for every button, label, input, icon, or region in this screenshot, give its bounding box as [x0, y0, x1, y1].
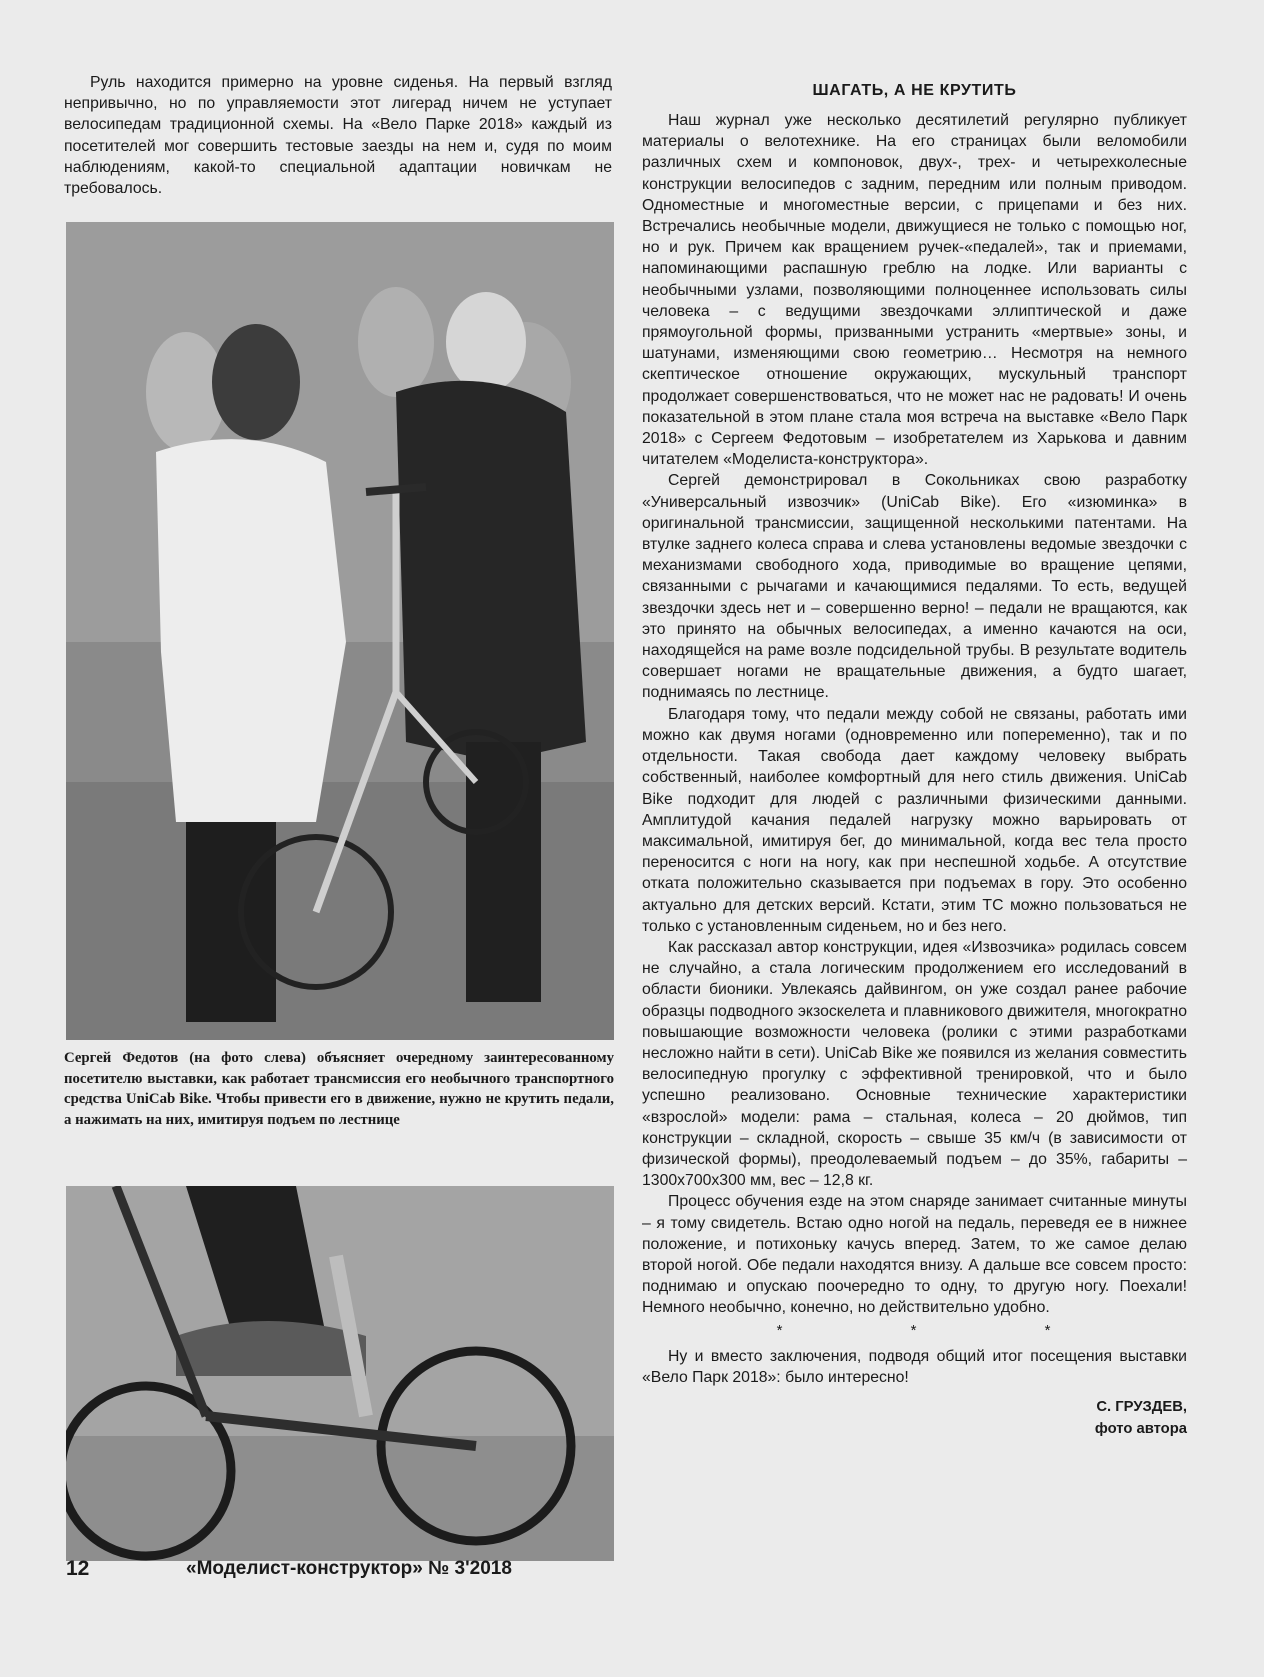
page-number: 12 — [66, 1557, 90, 1580]
conclusion-paragraph: Ну и вместо заключения, подводя общий итог посещения выставки «Вело Парк 2018»: было интересно! — [642, 1347, 1187, 1386]
author-name: С. ГРУЗДЕВ, — [1096, 1398, 1187, 1415]
photo-two-men-with-bike-image — [66, 222, 614, 1040]
article-column — [642, 110, 1187, 1440]
section-separator: * * * — [776, 1321, 1113, 1339]
article-paragraph: Наш журнал уже несколько десятилетий регулярно публикует материалы о велотехнике. На его страницах были веломобили различных схем и компоновок, двух-, трех- и четырехколесные конструкции велосипедов с задним, передним или полным приводом. Одноместные и многоместные версии, с прицепами и без них. Встречались необычные модели, движущиеся не только с помощью ног, но и рук. Причем как вращением ручек-«педалей», так и приемами, напоминающими распашную греблю на лодке. Или варианты с необычными узлами, позволяющими полноценнее использовать силы человека – с ведущими звездочками эллиптической и даже прямоугольной формы, призванными устранить «мертвые» зоны, и шатунами, изменяющими свою геометрию… Несмотря на немного скептическое отношение окружающих, мускульный транспорт продолжает совершенствоваться, что не может нас не радовать! И очень показательной в этом плане стала моя встреча на выставке «Вело Парк 2018» с Сергеем Федотовым – изобретателем из Харькова и давним читателем «Моделиста-конструктора». — [642, 112, 1187, 469]
photo-credit: фото автора — [1094, 1420, 1187, 1437]
photo-caption: Сергей Федотов (на фото слева) объясняет очередному заинтересованному посетителю выставки, как работает трансмиссия его необычного транспортного средства UniCab Bike. Чтобы привести его в движение, нужно не крутить педали, а нажимать на них, имитируя подъем по лестнице — [64, 1050, 614, 1128]
running-footer: «Моделист-конструктор» № 3'2018 — [186, 1558, 512, 1579]
article-paragraph: Как рассказал автор конструкции, идея «Извозчика» родилась совсем не случайно, а стала логическим продолжением его исследований в области бионики. Увлекаясь дайвингом, он уже создал ранее рабочие образцы подводного экзоскелета и плавникового движителя, многократно повышающие возможности человека (ролики с этими разработками несложно найти в сети). UniCab Bike же появился из желания совместить велосипедную прогулку с эффективной тренировкой, что и было успешно реализовано. Основные технические характеристики «взрослой» модели: рама – стальная, колеса – 20 дюймов, тип конструкции – складной, скорость – свыше 35 км/ч (в зависимости от физической формы), преодолеваемый подъем – до 35%, габариты – 1300х700х300 мм, вес – 12,8 кг. — [642, 938, 1187, 1190]
author-signature — [642, 1396, 1187, 1440]
photo-two-men-with-bike — [66, 222, 614, 1040]
intro-paragraph: Руль находится примерно на уровне сиденья. На первый взгляд непривычно, но по управляемости этот лигерад ничем не уступает велосипедам традиционной схемы. На «Вело Парке 2018» каждый из посетителей мог совершить тестовые заезды на нем и, судя по моим наблюдениям, какой-то специальной адаптации новичкам не требовалось. — [64, 74, 612, 198]
photo-pedal-closeup-image — [66, 1186, 614, 1561]
article-paragraph: Процесс обучения езде на этом снаряде занимает считанные минуты – я тому свидетель. Встаю одно ногой на педаль, переведя ее в нижнее положение, и потихоньку качусь вперед. Затем, то же самое делаю второй ногой. Обе педали находятся внизу. А дальше все совсем просто: поднимаю и опускаю поочередно то одну, то другую ногу. Поехали! Немного необычно, конечно, но действительно удобно. — [642, 1193, 1187, 1317]
article-paragraph: Благодаря тому, что педали между собой не связаны, работать ими можно как двумя ногами (одновременно или попеременно), так и по отдельности. Такая свобода дает каждому человеку выбрать собственный, наиболее комфортный для него стиль движения. UniCab Bike подходит для людей с различными физическими данными. Амплитудой качания педалей нагрузку можно варьировать от максимальной, имитируя бег, до минимальной, когда вес тела просто переносится с ноги на ногу, как при неспешной ходьбе. А отсутствие отката положительно сказывается при подъемах в гору. Это особенно актуально для детских версий. Кстати, этим ТС можно пользоваться не только с установленным сиденьем, но и без него. — [642, 705, 1187, 935]
article-paragraph: Сергей демонстрировал в Сокольниках свою разработку «Универсальный извозчик» (UniCab Bike). Его «изюминка» в оригинальной трансмиссии, защищенной несколькими патентами. На втулке заднего колеса справа и слева установлены ведомые звездочки с механизмами свободного хода, приводимые во вращение цепями, связанными с рычагами и качающимися педалями. То есть, ведущей звездочки здесь нет и – совершенно верно! – педали не вращаются, как это принято на обычных велосипедах, а именно качаются на оси, находящейся на раме возле подсидельной трубы. В результате водитель совершает ногами не вращательные движения, а будто шагает, поднимаясь по лестнице. — [642, 472, 1187, 702]
photo-pedal-closeup — [66, 1186, 614, 1561]
section-heading: ШАГАТЬ, А НЕ КРУТИТЬ — [812, 82, 1017, 99]
